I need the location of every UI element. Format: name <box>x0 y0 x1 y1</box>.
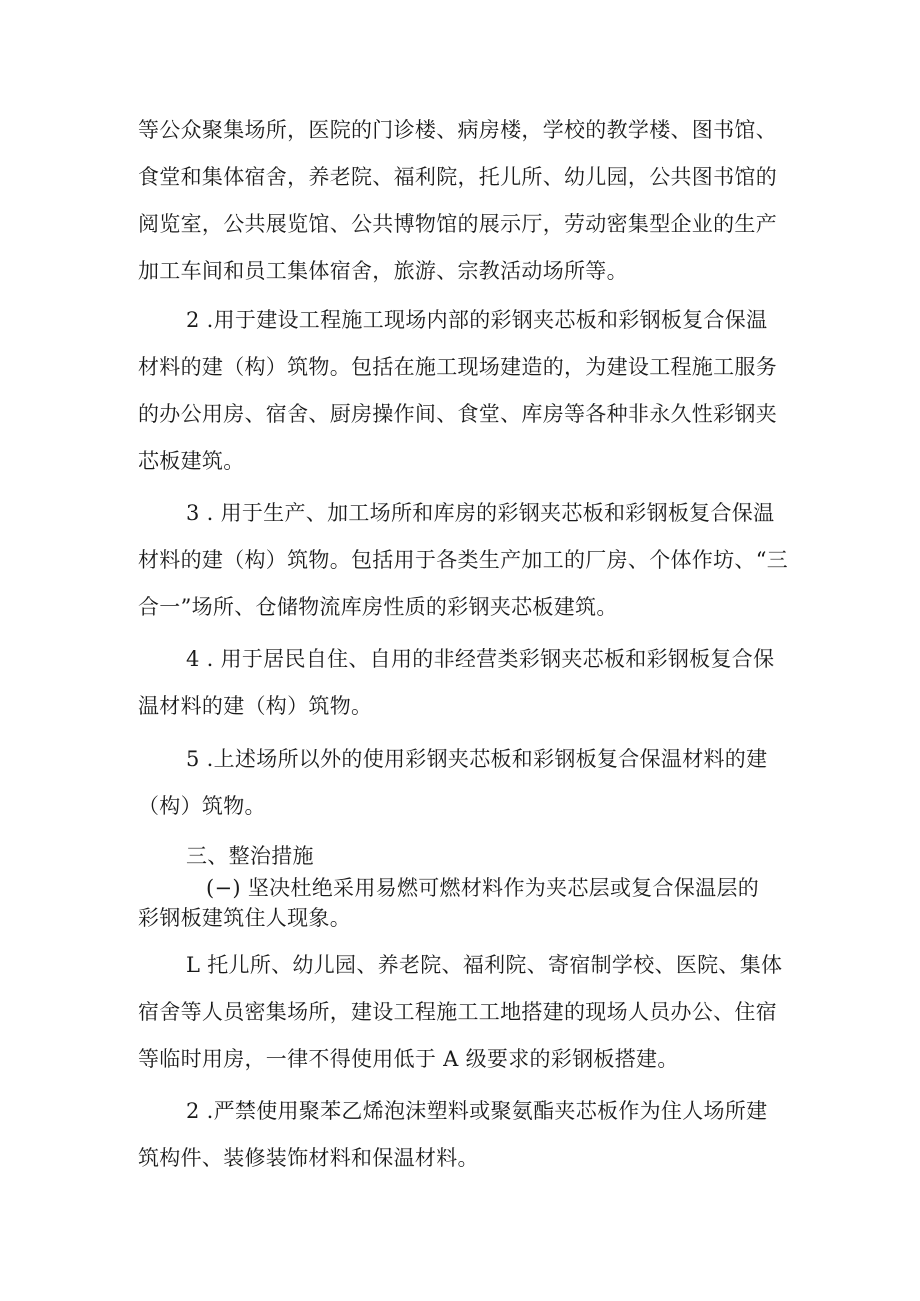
paragraph-item-5 <box>138 736 788 830</box>
text-line: 食堂和集体宿舍，养老院、福利院，托儿所、幼儿园，公共图书馆的 <box>138 165 777 189</box>
section-heading-measures <box>138 841 788 871</box>
paragraph-item-2 <box>138 297 788 485</box>
text-line: 的办公用房、宿舍、厨房操作间、食堂、库房等各种非永久性彩钢夹 <box>138 402 777 426</box>
paragraph-sub-1 <box>138 873 788 933</box>
text-line: 2 .严禁使用聚苯乙烯泡沫塑料或聚氨酯夹芯板作为住人场所建 <box>186 1099 768 1123</box>
paragraph-item-3 <box>138 490 788 631</box>
paragraph-intro-continued <box>138 107 788 295</box>
text-line: L 托儿所、幼儿园、养老院、福利院、寄宿制学校、医院、集体 <box>186 953 783 977</box>
text-line: 材料的建（构）筑物。包括用于各类生产加工的厂房、个体作坊、“三 <box>138 548 789 572</box>
paragraph-measure-1 <box>138 942 788 1083</box>
text-line: 4 . 用于居民自住、自用的非经营类彩钢夹芯板和彩钢板复合保 <box>186 647 775 671</box>
text-line: 2 .用于建设工程施工现场内部的彩钢夹芯板和彩钢板复合保温 <box>186 308 768 332</box>
text-line: (−) 坚决杜绝采用易燃可燃材料作为夹芯层或复合保温层的 <box>206 876 760 900</box>
section-heading: 三、整治措施 <box>186 844 314 868</box>
text-line: 筑构件、装修装饰材料和保温材料。 <box>138 1146 479 1170</box>
paragraph-item-4 <box>138 636 788 730</box>
text-line: 3 . 用于生产、加工场所和库房的彩钢夹芯板和彩钢板复合保温 <box>186 501 775 525</box>
text-line: （构）筑物。 <box>138 794 266 818</box>
text-line: 温材料的建（构）筑物。 <box>138 694 373 718</box>
text-line: 阅览室，公共展览馆、公共博物馆的展示厅，劳动密集型企业的生产 <box>138 212 777 236</box>
text-line: 等公众聚集场所，医院的门诊楼、病房楼，学校的教学楼、图书馆、 <box>138 118 777 142</box>
paragraph-measure-2 <box>138 1088 788 1182</box>
text-line: 合一”场所、仓储物流库房性质的彩钢夹芯板建筑。 <box>138 595 618 619</box>
text-line: 5 .上述场所以外的使用彩钢夹芯板和彩钢板复合保温材料的建 <box>186 747 768 771</box>
text-line: 芯板建筑。 <box>138 449 245 473</box>
text-line: 宿舍等人员密集场所，建设工程施工工地搭建的现场人员办公、住宿 <box>138 1000 777 1024</box>
text-line: 加工车间和员工集体宿舍，旅游、宗教活动场所等。 <box>138 259 628 283</box>
text-line: 彩钢板建筑住人现象。 <box>138 906 351 930</box>
text-line: 等临时用房，一律不得使用低于 A 级要求的彩钢板搭建。 <box>138 1047 679 1071</box>
text-line: 材料的建（构）筑物。包括在施工现场建造的，为建设工程施工服务 <box>138 355 777 379</box>
